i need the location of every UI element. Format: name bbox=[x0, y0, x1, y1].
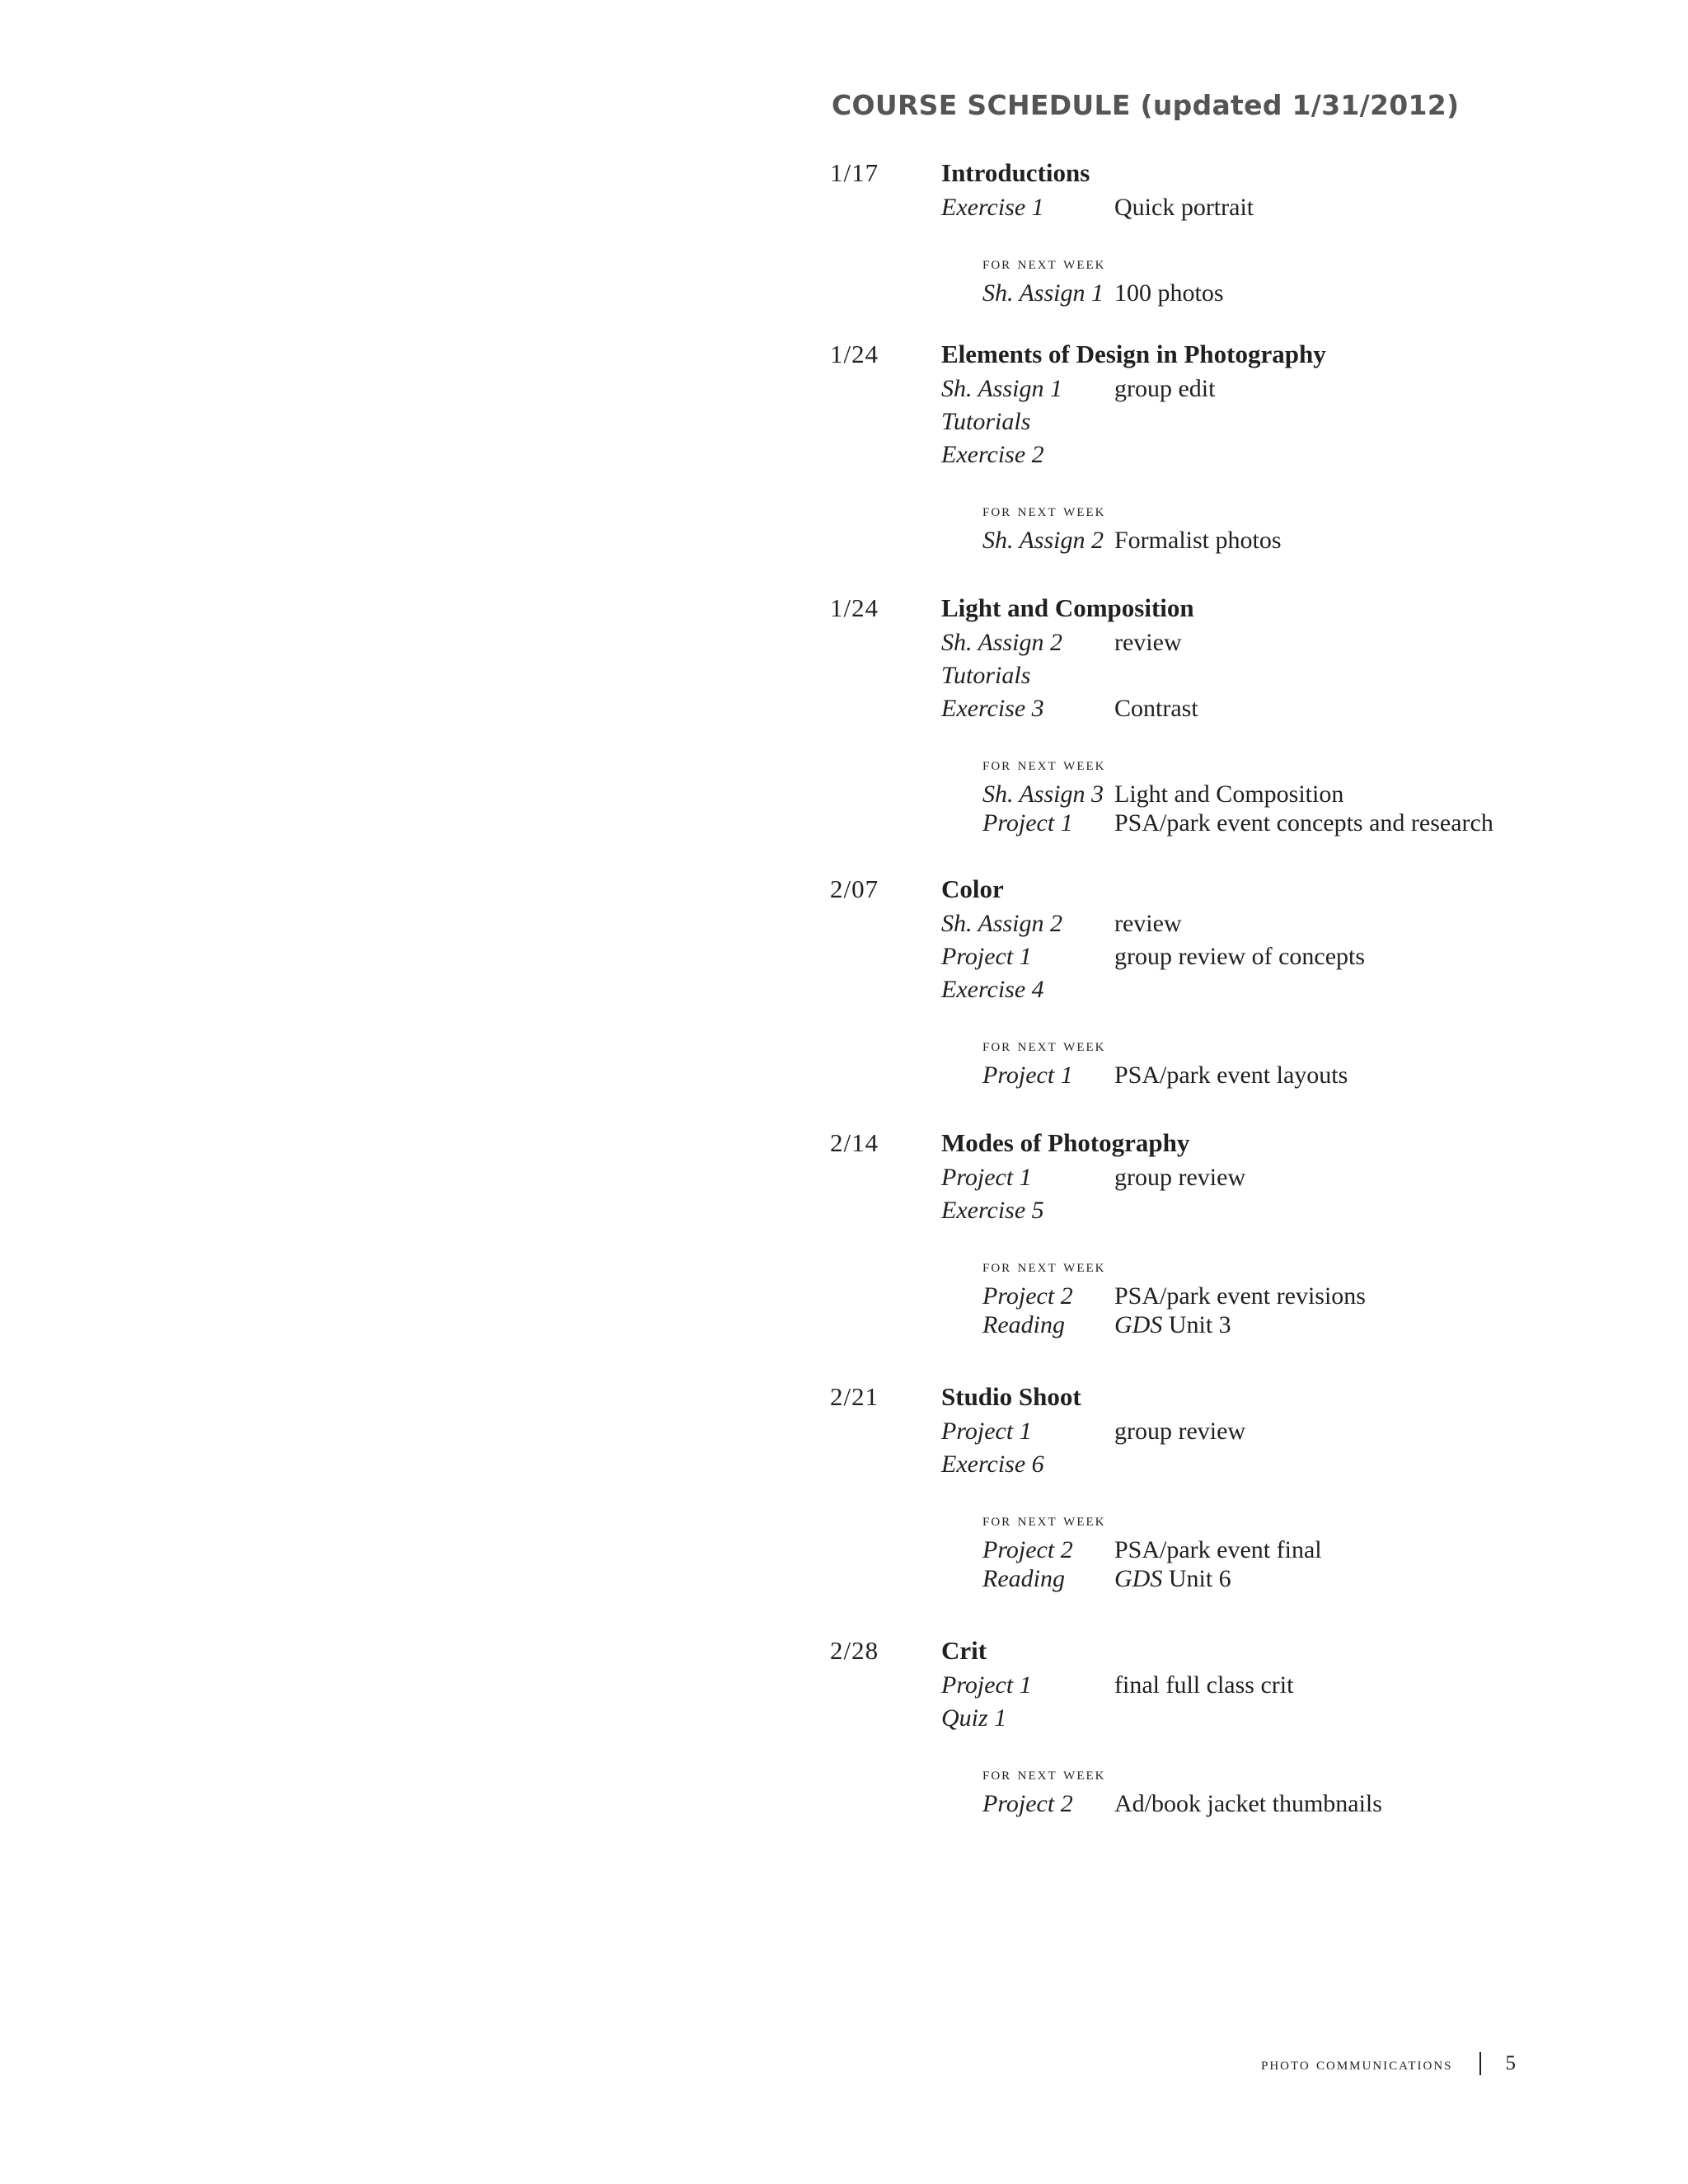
item-label: Quiz 1 bbox=[941, 1704, 1007, 1732]
item-detail: Quick portrait bbox=[1114, 194, 1254, 221]
item-label: Sh. Assign 2 bbox=[941, 629, 1062, 656]
item-detail: group review bbox=[1114, 1418, 1246, 1445]
item-label: Project 2 bbox=[982, 1282, 1073, 1310]
item-detail bbox=[1114, 808, 1493, 837]
session-date: 2/14 bbox=[830, 1128, 879, 1157]
session-date: 2/07 bbox=[830, 874, 879, 903]
item-label: Exercise 2 bbox=[941, 441, 1044, 468]
item-label: Sh. Assign 1 bbox=[941, 375, 1062, 402]
for-next-week-heading: for next week bbox=[982, 499, 1106, 520]
footer-divider bbox=[1479, 2052, 1481, 2075]
item-label: Tutorials bbox=[941, 408, 1031, 435]
page-footer bbox=[1261, 2052, 1516, 2077]
for-next-week-heading: for next week bbox=[982, 1034, 1106, 1055]
item-label: Exercise 4 bbox=[941, 976, 1044, 1003]
session-topic: Elements of Design in Photography bbox=[941, 340, 1326, 368]
session-topic: Light and Composition bbox=[941, 593, 1194, 622]
item-label: Project 1 bbox=[941, 1671, 1032, 1699]
item-detail-text: Formalist photos bbox=[1114, 527, 1282, 554]
item-detail-text: PSA/park event layouts bbox=[1114, 1062, 1348, 1089]
item-detail bbox=[1114, 1282, 1366, 1310]
item-label: Exercise 5 bbox=[941, 1197, 1044, 1224]
item-detail: review bbox=[1114, 910, 1182, 937]
footer-label: photo communications bbox=[1261, 2053, 1453, 2074]
for-next-week-heading: for next week bbox=[982, 252, 1106, 273]
item-label: Reading bbox=[982, 1311, 1065, 1338]
item-detail bbox=[1114, 1789, 1382, 1818]
reading-source: GDS bbox=[1114, 1565, 1163, 1592]
item-label: Exercise 1 bbox=[941, 194, 1044, 221]
for-next-week-heading: for next week bbox=[982, 753, 1106, 774]
item-detail-text: PSA/park event concepts and research bbox=[1114, 809, 1493, 837]
for-next-week-heading: for next week bbox=[982, 1509, 1106, 1530]
item-detail-text: Unit 6 bbox=[1162, 1565, 1231, 1592]
for-next-week-heading: for next week bbox=[982, 1763, 1106, 1783]
item-detail: review bbox=[1114, 629, 1182, 656]
item-detail bbox=[1114, 279, 1224, 307]
item-detail bbox=[1114, 780, 1343, 808]
item-detail-text: 100 photos bbox=[1114, 279, 1224, 307]
session-topic: Introductions bbox=[941, 158, 1090, 187]
session-date: 2/28 bbox=[830, 1636, 879, 1665]
page-number: 5 bbox=[1505, 2052, 1516, 2074]
session-date: 1/17 bbox=[830, 158, 879, 187]
page-title: COURSE SCHEDULE (updated 1/31/2012) bbox=[832, 89, 1460, 121]
item-label: Sh. Assign 2 bbox=[982, 527, 1104, 554]
item-detail-text: Light and Composition bbox=[1114, 780, 1344, 808]
item-label: Sh. Assign 3 bbox=[982, 780, 1104, 808]
item-detail-text: Unit 3 bbox=[1162, 1311, 1231, 1338]
item-label: Project 1 bbox=[941, 1418, 1032, 1445]
item-detail bbox=[1114, 1535, 1322, 1564]
item-label: Project 1 bbox=[982, 1062, 1073, 1089]
item-detail: group review bbox=[1114, 1164, 1246, 1191]
for-next-week-heading: for next week bbox=[982, 1255, 1106, 1276]
item-detail bbox=[1114, 1061, 1348, 1090]
item-label: Project 2 bbox=[982, 1790, 1073, 1817]
item-label: Project 1 bbox=[941, 943, 1032, 970]
item-label: Project 2 bbox=[982, 1536, 1073, 1563]
item-label: Project 1 bbox=[941, 1164, 1032, 1191]
item-detail: Contrast bbox=[1114, 695, 1198, 722]
item-label: Sh. Assign 1 bbox=[982, 279, 1104, 307]
item-detail bbox=[1114, 1310, 1231, 1339]
item-detail: final full class crit bbox=[1114, 1671, 1294, 1699]
session-date: 1/24 bbox=[830, 593, 879, 622]
item-detail-text: PSA/park event revisions bbox=[1114, 1282, 1366, 1310]
item-detail-text: Ad/book jacket thumbnails bbox=[1114, 1790, 1382, 1817]
item-detail bbox=[1114, 526, 1282, 555]
reading-source: GDS bbox=[1114, 1311, 1163, 1338]
item-label: Project 1 bbox=[982, 809, 1073, 837]
item-label: Sh. Assign 2 bbox=[941, 910, 1062, 937]
item-label: Tutorials bbox=[941, 662, 1031, 689]
session-topic: Studio Shoot bbox=[941, 1382, 1081, 1411]
session-topic: Color bbox=[941, 874, 1004, 903]
item-label: Exercise 3 bbox=[941, 695, 1044, 722]
item-detail: group review of concepts bbox=[1114, 943, 1366, 970]
item-label: Reading bbox=[982, 1565, 1065, 1592]
session-date: 1/24 bbox=[830, 340, 879, 368]
item-detail-text: PSA/park event final bbox=[1114, 1536, 1322, 1563]
session-topic: Modes of Photography bbox=[941, 1128, 1190, 1157]
item-detail: group edit bbox=[1114, 375, 1216, 402]
session-topic: Crit bbox=[941, 1636, 987, 1665]
session-date: 2/21 bbox=[830, 1382, 879, 1411]
item-detail bbox=[1114, 1564, 1231, 1593]
item-label: Exercise 6 bbox=[941, 1451, 1044, 1478]
